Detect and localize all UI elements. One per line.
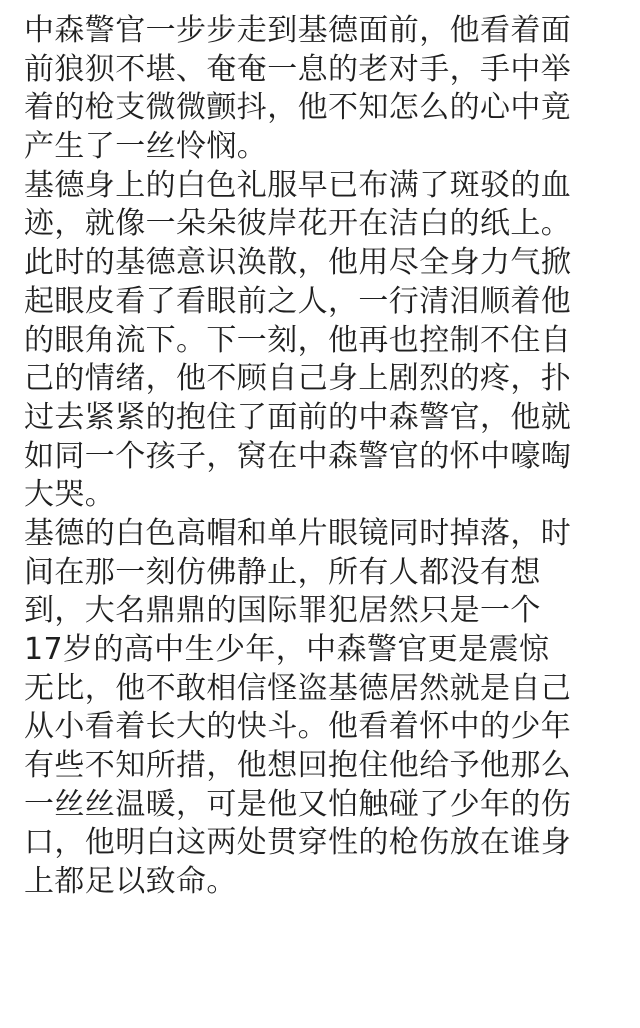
text-line: 到，大名鼎鼎的国际罪犯居然只是一个 [24,593,541,629]
text-line: 大哭。 [24,477,116,513]
paragraph-4 [24,515,620,902]
text-line: 起眼皮看了看眼前之人，一行清泪顺着他 [24,283,572,319]
text-line: 产生了一丝怜悯。 [24,129,268,165]
text-line: 己的情绪，他不顾自己身上剧烈的疼，扑 [24,361,572,397]
text-line: 17岁的高中生少年，中森警官更是震惊 [24,632,550,667]
text-line: 中森警官一步步走到基德面前，他看着面 [24,13,572,48]
text-line: 如同一个孩子，窝在中森警官的怀中嚎啕 [24,438,572,474]
text-line: 此时的基德意识涣散，他用尽全身力气掀 [24,245,572,281]
text-line: 迹，就像一朵朵彼岸花开在洁白的纸上。 [24,206,572,242]
text-line: 间在那一刻仿佛静止，所有人都没有想 [24,554,541,590]
text-line: 过去紧紧的抱住了面前的中森警官，他就 [24,399,572,435]
text-line: 无比，他不敢相信怪盗基德居然就是自己 [24,670,572,706]
text-line: 有些不知所措，他想回抱住他给予他那么 [24,748,572,784]
text-line: 着的枪支微微颤抖，他不知怎么的心中竟 [24,90,572,126]
text-line: 基德身上的白色礼服早已布满了斑驳的血 [24,167,572,203]
text-line: 上都足以致命。 [24,864,237,900]
paragraph-2 [24,167,620,244]
paragraph-3 [24,244,620,515]
text-line: 口，他明白这两处贯穿性的枪伤放在谁身 [24,825,572,861]
text-line: 从小看着长大的快斗。他看着怀中的少年 [24,709,572,745]
text-line: 基德的白色高帽和单片眼镜同时掉落，时 [24,515,572,551]
text-line: 一丝丝温暖，可是他又怕触碰了少年的伤 [24,786,572,822]
text-line: 的眼角流下。下一刻，他再也控制不住自 [24,322,572,358]
paragraph-1 [24,12,620,167]
text-line: 前狼狈不堪、奄奄一息的老对手，手中举 [24,51,572,87]
